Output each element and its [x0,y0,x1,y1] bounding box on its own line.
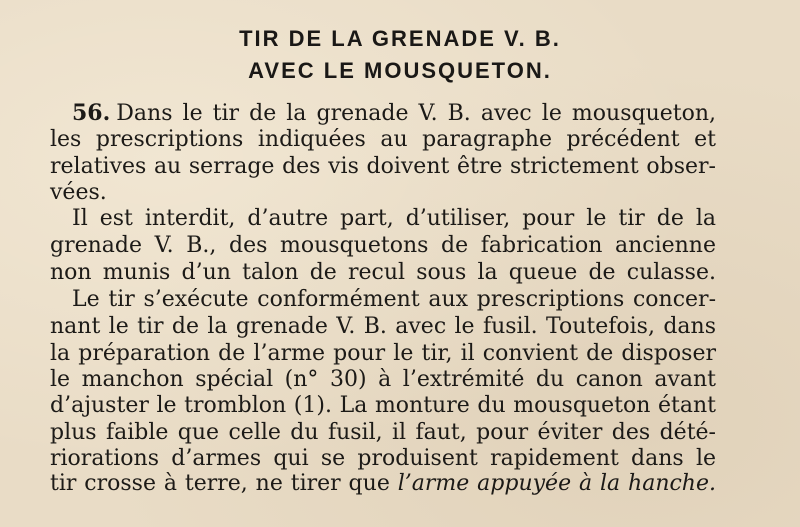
section-title-line-2: AVEC LE MOUSQUETON. [248,58,552,83]
paragraph-3-line-8: tir crosse à terre, ne tirer que l’arme appuyée à la hanche. [50,471,716,496]
paragraph-3-line-6: plus faible que celle du fusil, il faut, pour éviter des dété- [50,420,716,445]
section-title-line-1: TIR DE LA GRENADE V. B. [239,26,561,51]
paragraph-56-line-4: vées. [50,180,107,205]
paragraph-3-line-4: le manchon spécial (n° 30) à l’extrémité du canon avant [50,367,716,392]
emphasized-phrase: l’arme appuyée à la hanche. [397,471,716,496]
paragraph-56-line-1: 56. Dans le tir de la grenade V. B. avec le mousqueton, [72,100,716,126]
paragraph-3-line-7: riorations d’armes qui se produisent rapidement dans le [50,446,716,471]
paragraph-56-line-2: les prescriptions indiquées au paragraphe précédent et [50,127,716,152]
paragraph-3-line-3: la préparation de l’arme pour le tir, il convient de disposer [50,341,716,366]
paragraph-56-line-3: relatives au serrage des vis doivent être strictement obser- [50,154,716,179]
paragraph-3-line-5: d’ajuster le tromblon (1). La monture du mousqueton étant [50,393,716,418]
paragraph-3-line-1: Le tir s’exécute conformément aux prescriptions concer- [72,287,716,312]
paragraph-3-line-2: nant le tir de la grenade V. B. avec le fusil. Toutefois, dans [50,314,716,339]
paragraph-2-line-1: Il est interdit, d’autre part, d’utiliser, pour le tir de la [72,206,716,231]
paragraph-2-line-2: grenade V. B., des mousquetons de fabrication ancienne [50,233,716,258]
paragraph-2-line-3: non munis d’un talon de recul sous la queue de culasse. [50,260,716,285]
paragraph-number: 56. [72,100,111,126]
